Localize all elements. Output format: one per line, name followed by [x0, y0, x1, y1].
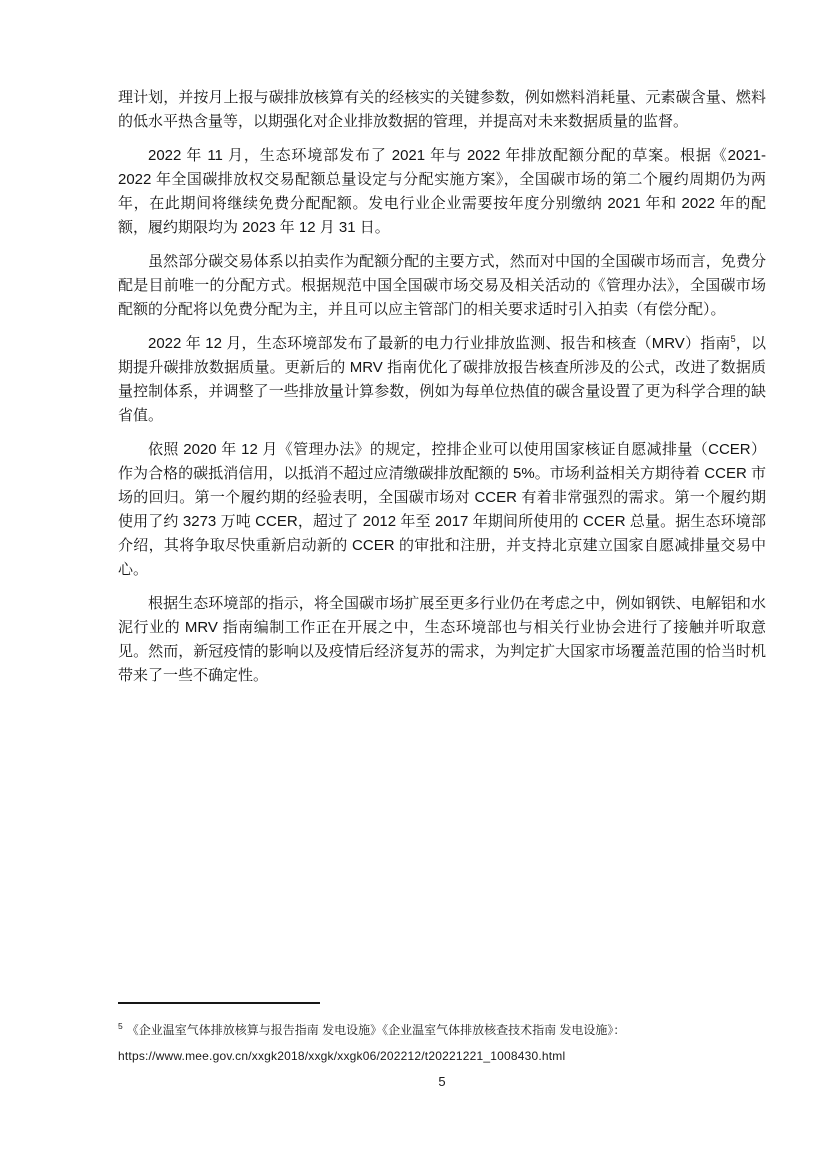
footnote — [118, 1018, 766, 1068]
footnote-text-body: 《企业温室气体排放核算与报告指南 发电设施》《企业温室气体排放核查技术指南 发电设施》： — [126, 1023, 626, 1037]
paragraph: 理计划，并按月上报与碳排放核算有关的经核实的关键参数，例如燃料消耗量、元素碳含量、燃料的低水平热含量等，以期强化对企业排放数据的管理，并提高对未来数据质量的监督。 — [118, 89, 766, 130]
paragraph: 2022 年 11 月，生态环境部发布了 2021 年与 2022 年排放配额分配的草案。根据《2021-2022 年全国碳排放权交易配额总量设定与分配实施方案》，全国碳市场的第二个履约周期仍为两年，在此期间将继续免费分配配额。发电行业企业需要按年度分别缴纳 2021 年和 2022 年的配额，履约期限均为 2023 年 12 月 31 日。 — [118, 147, 766, 236]
footnote-text — [118, 1018, 766, 1042]
paragraph: 根据生态环境部的指示，将全国碳市场扩展至更多行业仍在考虑之中，例如钢铁、电解铝和水泥行业的 MRV 指南编制工作正在开展之中，生态环境部也与相关行业协会进行了接触并听取意见。然而，新冠疫情的影响以及疫情后经济复苏的需求，为判定扩大国家市场覆盖范围的恰当时机带来了一些不确定性。 — [118, 595, 766, 684]
paragraph: 依照 2020 年 12 月《管理办法》的规定，控排企业可以使用国家核证自愿减排量（CCER）作为合格的碳抵消信用，以抵消不超过应清缴碳排放配额的 5%。市场利益相关方期待着 CCER 市场的回归。第一个履约期的经验表明，全国碳市场对 CCER 有着非常强烈的需求。第一个履约期使用了约 3273 万吨 CCER，超过了 2012 年至 2017 年期间所使用的 CCER 总量。据生态环境部介绍，其将争取尽快重新启动新的 CCER 的审批和注册，并支持北京建立国家自愿减排量交易中心。 — [118, 441, 766, 578]
paragraph: 虽然部分碳交易体系以拍卖作为配额分配的主要方式，然而对中国的全国碳市场而言，免费分配是目前唯一的分配方式。根据规范中国全国碳市场交易及相关活动的《管理办法》，全国碳市场配额的分配将以免费分配为主，并且可以应主管部门的相关要求适时引入拍卖（有偿分配）。 — [118, 253, 766, 318]
document-body — [118, 86, 766, 698]
footnote-link[interactable]: https://www.mee.gov.cn/xxgk2018/xxgk/xxgk06/202212/t20221221_1008430.html — [118, 1049, 566, 1063]
footnote-separator — [118, 1002, 320, 1004]
page-number: 5 — [438, 1074, 446, 1089]
footnote-reference: 5 — [730, 334, 736, 344]
footnote-marker: 5 — [118, 1021, 123, 1031]
paragraph-text: ，以期提升碳排放数据质量。更新后的 MRV 指南优化了碳排放报告核查所涉及的公式，改进了数据质量控制体系，并调整了一些排放量计算参数，例如为每单位热值的碳含量设置了更为科学合理的缺省值。 — [118, 335, 766, 424]
paragraph-text: 2022 年 12 月，生态环境部发布了最新的电力行业排放监测、报告和核查（MRV）指南 — [148, 335, 731, 352]
paragraph — [118, 332, 766, 428]
